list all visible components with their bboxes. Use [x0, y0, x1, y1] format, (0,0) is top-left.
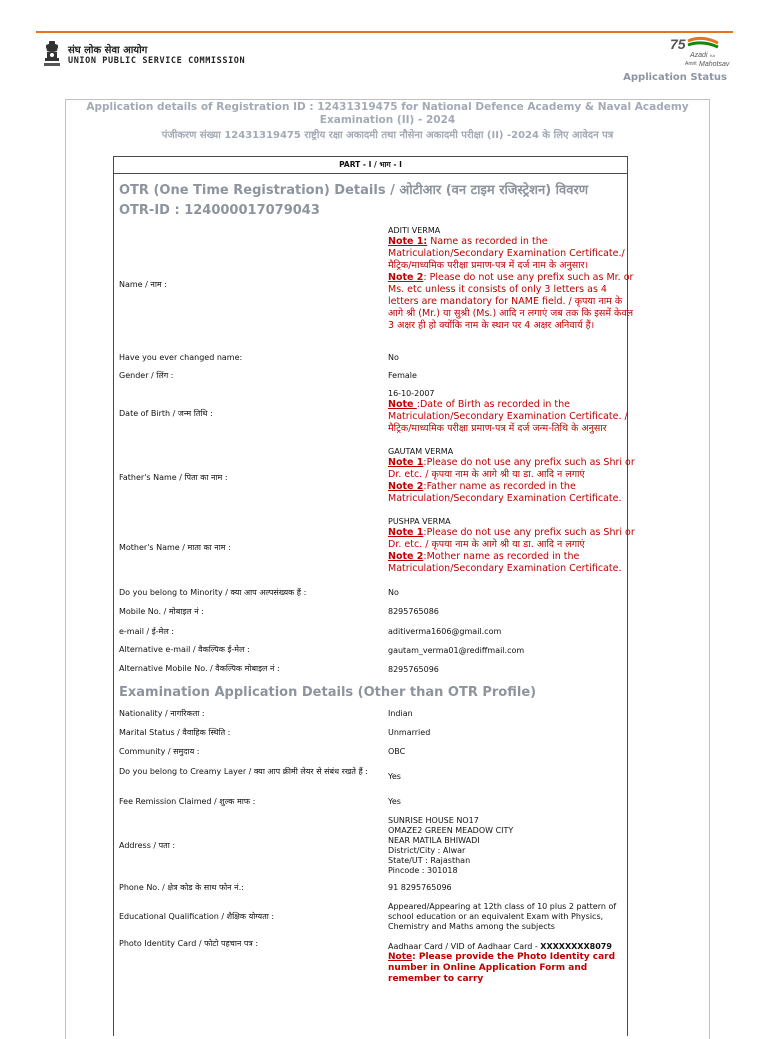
page-title-hindi: पंजीकरण संख्या 12431319475 राष्ट्रीय रक्षा अकादमी तथा नौसेना अकादमी परीक्षा (II) -2024 के लिए आवेदन पत्र: [161, 130, 614, 141]
address-pincode: Pincode : 301018: [388, 866, 458, 875]
mother-note-1: Note 1:Please do not use any prefix such as Shri or Dr. etc. / कृपया नाम के आगे श्री या डा. आदि न लगाएं: [388, 527, 635, 550]
mother-name-label: Mother's Name / माता का नाम :: [119, 543, 231, 552]
dob-note: Note :Date of Birth as recorded in the Matriculation/Secondary Examination Certificate. / मैट्रिक/माध्यमिक परीक्षा प्रमाण-पत्र में दर्ज जन्म-तिथि के अनुसार: [388, 399, 628, 434]
email-label: e-mail / ई-मेल :: [119, 627, 174, 636]
father-name-value: GAUTAM VERMA: [388, 447, 454, 456]
father-note-1: Note 1:Please do not use any prefix such as Shri or Dr. etc. / कृपया नाम के आगे श्री या डा. आदि न लगाएं: [388, 457, 635, 480]
address-label: Address / पता :: [119, 841, 176, 850]
name-note-2: Note 2: Please do not use any prefix such as Mr. or Ms. etc unless it consists of only 3 letters as 4 letters are mandatory for NAME field. / कृपया नाम के आगे श्री (Mr.) या सुश्री (Ms.) आदि न लगाएं जब तक कि इसमें केवल 3 अक्षर ही हो क्योंकि नाम के स्थान पर 4 अक्षर अनिवार्य हैं।: [388, 272, 634, 331]
dob-label: Date of Birth / जन्म तिथि :: [119, 409, 213, 418]
national-emblem-icon: [40, 39, 64, 69]
dob-value-block: [388, 389, 640, 435]
name-value-block: [388, 226, 640, 332]
father-value-block: [388, 447, 640, 505]
fee-remission-value: Yes: [388, 797, 401, 806]
divider: [113, 173, 628, 174]
svg-text:75: 75: [670, 36, 686, 52]
azadi-ka-amrit-mahotsav-logo: [668, 35, 734, 71]
address-line: SUNRISE HOUSE NO17: [388, 816, 479, 825]
nationality-value: Indian: [388, 709, 413, 718]
mother-note-2: Note 2:Mother name as recorded in the Matriculation/Secondary Examination Certificate.: [388, 551, 622, 574]
marital-status-value: Unmarried: [388, 728, 431, 737]
name-note-1: Note 1: Name as recorded in the Matriculation/Secondary Examination Certificate./ मैट्रिक/माध्यमिक परीक्षा प्रमाण-पत्र में दर्ज नाम के अनुसार।: [388, 236, 625, 271]
changed-name-value: No: [388, 353, 399, 362]
address-value-block: [388, 816, 640, 876]
org-name-english: UNION PUBLIC SERVICE COMMISSION: [68, 56, 246, 66]
address-line: OMAZE2 GREEN MEADOW CITY: [388, 826, 514, 835]
name-value: ADITI VERMA: [388, 226, 441, 235]
part-label: PART - I / भाग - I: [339, 160, 402, 169]
photo-id-label: Photo Identity Card / फोटो पहचान पत्र :: [119, 939, 259, 948]
org-name-hindi: संघ लोक सेवा आयोग: [68, 45, 148, 56]
phone-value: 91 8295765096: [388, 883, 452, 892]
changed-name-label: Have you ever changed name:: [119, 353, 243, 362]
minority-label: Do you belong to Minority / क्या आप अल्पसंख्यक हैं :: [119, 588, 307, 597]
address-district: District/City : Alwar: [388, 846, 466, 855]
creamy-layer-label: Do you belong to Creamy Layer / क्या आप क्रीमी लेयर से संबंध रखते हैं :: [119, 767, 368, 776]
svg-text:Azadi: Azadi: [690, 52, 708, 59]
nationality-label: Nationality / नागरिकता :: [119, 709, 205, 718]
photo-id-note: Note: Please provide the Photo Identity card number in Online Application Form and remember to carry: [388, 952, 616, 984]
creamy-layer-value: Yes: [388, 772, 401, 781]
community-label: Community / समुदाय :: [119, 747, 200, 756]
photo-id-value: Aadhaar Card / VID of Aadhaar Card - XXXXXXXX8079: [388, 942, 612, 951]
mobile-value: 8295765086: [388, 607, 439, 616]
otr-section-heading: OTR (One Time Registration) Details / ओटीआर (वन टाइम रजिस्ट्रेशन) विवरण: [119, 183, 589, 198]
svg-text:Mahotsav: Mahotsav: [699, 61, 730, 68]
dob-value: 16-10-2007: [388, 389, 435, 398]
marital-status-label: Marital Status / वैवाहिक स्थिति :: [119, 728, 231, 737]
community-value: OBC: [388, 747, 406, 756]
mobile-label: Mobile No. / मोबाइल नं :: [119, 607, 204, 616]
alt-email-value: gautam_verma01@rediffmail.com: [388, 646, 525, 655]
education-value: Appeared/Appearing at 12th class of 10 plus 2 pattern of school education or an equivalent Exam with Physics, Chemistry and Maths among the subjects: [388, 902, 617, 931]
mother-value-block: [388, 517, 640, 575]
svg-text:Amrit: Amrit: [685, 61, 697, 67]
photo-id-number: XXXXXXXX8079: [540, 942, 612, 951]
name-label: Name / नाम :: [119, 280, 167, 289]
alt-mobile-value: 8295765096: [388, 665, 439, 674]
minority-value: No: [388, 588, 399, 597]
alt-email-label: Alternative e-mail / वैकल्पिक ई-मेल :: [119, 645, 250, 654]
address-line: NEAR MATILA BHIWADI: [388, 836, 480, 845]
gender-value: Female: [388, 371, 417, 380]
header-accent-line: [36, 31, 733, 33]
education-label: Educational Qualification / शैक्षिक योग्यता :: [119, 912, 275, 921]
email-value: aditiverma1606@gmail.com: [388, 627, 502, 636]
gender-label: Gender / लिंग :: [119, 371, 174, 380]
mother-name-value: PUSHPA VERMA: [388, 517, 451, 526]
fee-remission-label: Fee Remission Claimed / शुल्क माफ :: [119, 797, 256, 806]
svg-text:Ka: Ka: [710, 53, 715, 58]
photo-id-value-block: [388, 942, 640, 985]
alt-mobile-label: Alternative Mobile No. / वैकल्पिक मोबाइल नं :: [119, 664, 280, 673]
exam-section-heading: Examination Application Details (Other than OTR Profile): [119, 685, 537, 700]
address-state: State/UT : Rajasthan: [388, 856, 471, 865]
otr-id: OTR-ID : 124000017079043: [119, 203, 320, 218]
application-status-link[interactable]: Application Status: [623, 72, 727, 83]
phone-label: Phone No. / क्षेत्र कोड के साथ फोन नं.:: [119, 883, 244, 892]
father-note-2: Note 2:Father name as recorded in the Matriculation/Secondary Examination Certificate.: [388, 481, 622, 504]
page-title: Application details of Registration ID : 12431319475 for National Defence Academy & Naval Academy Examination (II) - 2024: [86, 101, 689, 126]
father-name-label: Father's Name / पिता का नाम :: [119, 473, 228, 482]
